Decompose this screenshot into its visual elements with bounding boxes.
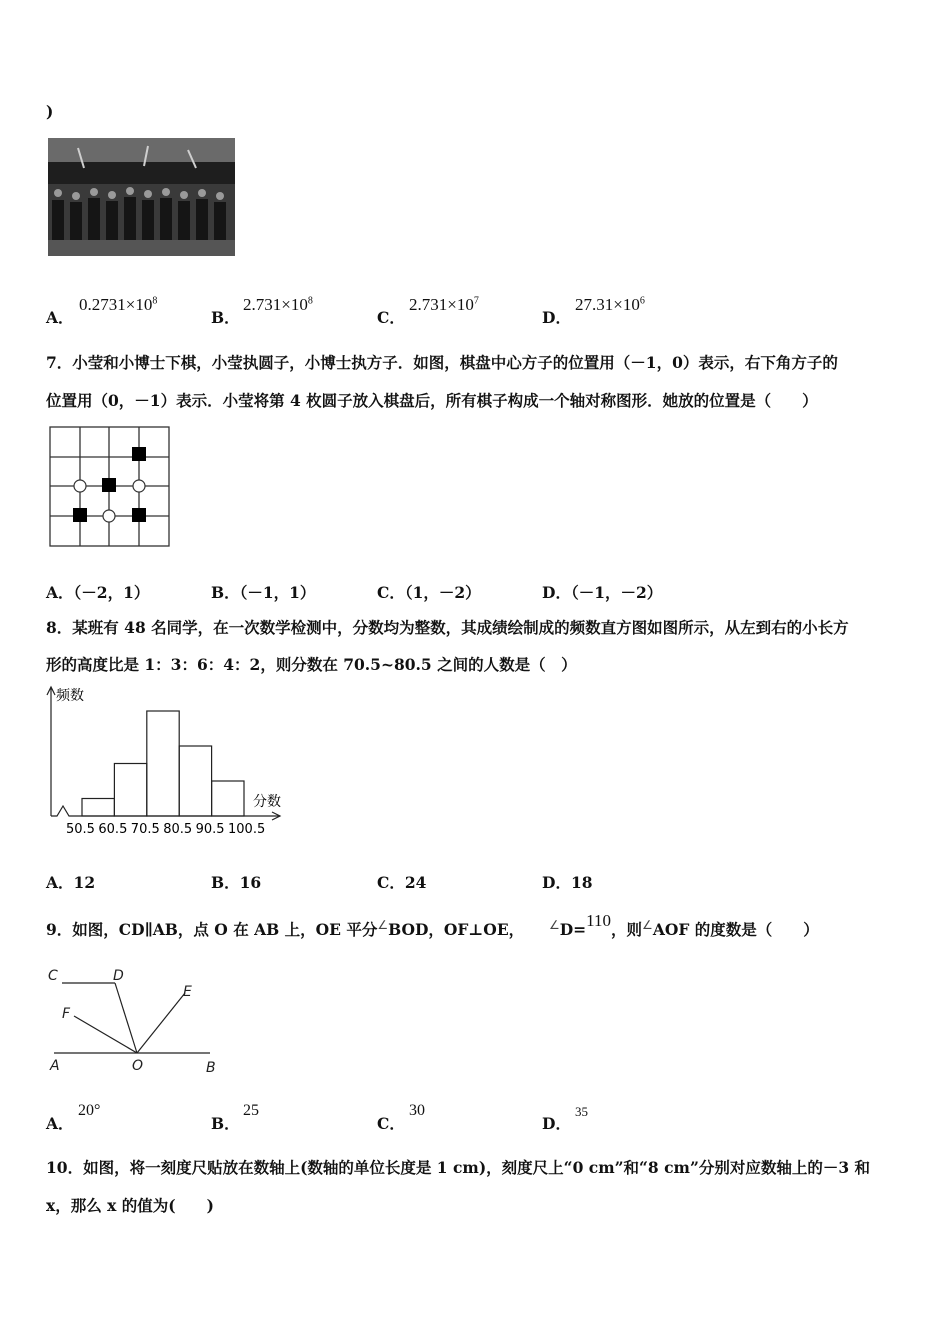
q8-option-c[interactable]: C．24 <box>377 873 427 892</box>
q7-option-c[interactable]: C．（1，－2） <box>377 583 481 602</box>
q7-option-d[interactable]: D．（－1，－2） <box>542 583 663 602</box>
go-board-figure <box>48 425 172 553</box>
previous-question-paren: ) <box>46 102 54 121</box>
q7-text-line2: 位置用（0，－1）表示．小莹将第 4 枚圆子放入棋盘后，所有棋子构成一个轴对称图形．她放的位置是（ ） <box>46 391 818 410</box>
q9-option-d-value: 35 <box>575 1104 588 1119</box>
point-f-label: F <box>62 1006 71 1022</box>
angle-symbol: ∠ <box>642 918 653 932</box>
point-d-label: D <box>113 968 124 984</box>
q10-text-line2: x，那么 x 的值为( ) <box>46 1196 214 1215</box>
x-tick-label: 80.5 <box>163 822 193 837</box>
histogram-bar <box>114 764 146 817</box>
option-letter: A． <box>46 308 74 327</box>
q6-option-b-value: $2.731\times 10^8$ <box>243 295 313 314</box>
q9-option-b-value: 25 <box>243 1102 259 1119</box>
q9-option-b[interactable]: B． <box>211 1114 240 1133</box>
x-tick-label: 70.5 <box>130 822 160 837</box>
q9-option-a-value: 20° <box>78 1102 101 1119</box>
square-piece <box>73 508 87 522</box>
q6-option-c-value: $2.731\times 10^7$ <box>409 295 479 314</box>
x-axis-label: 分数 <box>253 794 281 810</box>
q6-option-b[interactable]: B． <box>211 308 240 327</box>
y-axis-label: 频数 <box>56 688 84 704</box>
histogram-bar <box>179 746 211 816</box>
x-tick-label: 90.5 <box>195 822 225 837</box>
q9-option-c[interactable]: C． <box>377 1114 405 1133</box>
q8-option-b[interactable]: B．16 <box>211 873 262 892</box>
point-e-label: E <box>183 984 192 1000</box>
q6-option-d-value: $27.31\times 10^6$ <box>575 295 645 314</box>
q8-option-a[interactable]: A．12 <box>46 873 96 892</box>
angle-symbol: ∠ <box>548 918 560 932</box>
ray-oe <box>137 993 185 1053</box>
q6-option-a-value: $0.2731\times 10^8$ <box>79 295 158 314</box>
q9-option-a[interactable]: A． <box>46 1114 74 1133</box>
square-piece-center <box>102 478 116 492</box>
point-a-label: A <box>50 1058 60 1074</box>
q8-text-line1: 8．某班有 48 名同学，在一次数学检测中，分数均为整数，其成绩绘制成的频数直方图如图所示，从左到右的小长方 <box>46 618 849 637</box>
round-piece <box>74 480 86 492</box>
histogram-chart <box>40 682 300 846</box>
angle-symbol: ∠ <box>377 918 389 932</box>
q6-option-d[interactable]: D． <box>542 308 571 327</box>
q6-option-a[interactable] <box>46 308 74 327</box>
x-tick-label: 100.5 <box>228 822 266 837</box>
histogram-bar <box>82 799 114 817</box>
parade-photo <box>48 138 235 256</box>
square-piece <box>132 447 146 461</box>
q10-text-line1: 10．如图，将一刻度尺贴放在数轴上(数轴的单位长度是 1 cm)，刻度尺上“0 cm”和“8 cm”分别对应数轴上的－3 和 <box>46 1158 871 1177</box>
x-axis-break <box>51 806 75 816</box>
round-piece <box>103 510 115 522</box>
x-tick-label: 60.5 <box>98 822 128 837</box>
x-tick-label: 50.5 <box>66 822 95 837</box>
point-c-label: C <box>48 968 58 984</box>
q7-text-line1: 7．小莹和小博士下棋，小莹执圆子，小博士执方子．如图，棋盘中心方子的位置用（－1，0）表示，右下角方子的 <box>46 353 838 372</box>
point-b-label: B <box>206 1060 216 1075</box>
q9-option-d[interactable]: D． <box>542 1114 571 1133</box>
point-o-label: O <box>132 1058 144 1074</box>
q8-option-d[interactable]: D．18 <box>542 873 593 892</box>
q6-option-c[interactable]: C． <box>377 308 405 327</box>
q7-option-b[interactable]: B．（－1，1） <box>211 583 316 602</box>
square-piece-bottom-right <box>132 508 146 522</box>
q8-text-line2: 形的高度比是 1：3：6：4：2，则分数在 70.5~80.5 之间的人数是（ ） <box>46 655 577 674</box>
q9-text: 9．如图，CD∥AB，点 O 在 AB 上，OE 平分∠BOD，OF⊥OE， ∠D=110，则∠AOF 的度数是（ ） <box>46 911 819 939</box>
histogram-bar <box>147 711 179 816</box>
q9-option-c-value: 30 <box>409 1102 425 1119</box>
geometry-figure <box>40 960 230 1079</box>
q7-option-a[interactable]: A．（－2，1） <box>46 583 150 602</box>
round-piece <box>133 480 145 492</box>
histogram-bar <box>212 781 244 816</box>
